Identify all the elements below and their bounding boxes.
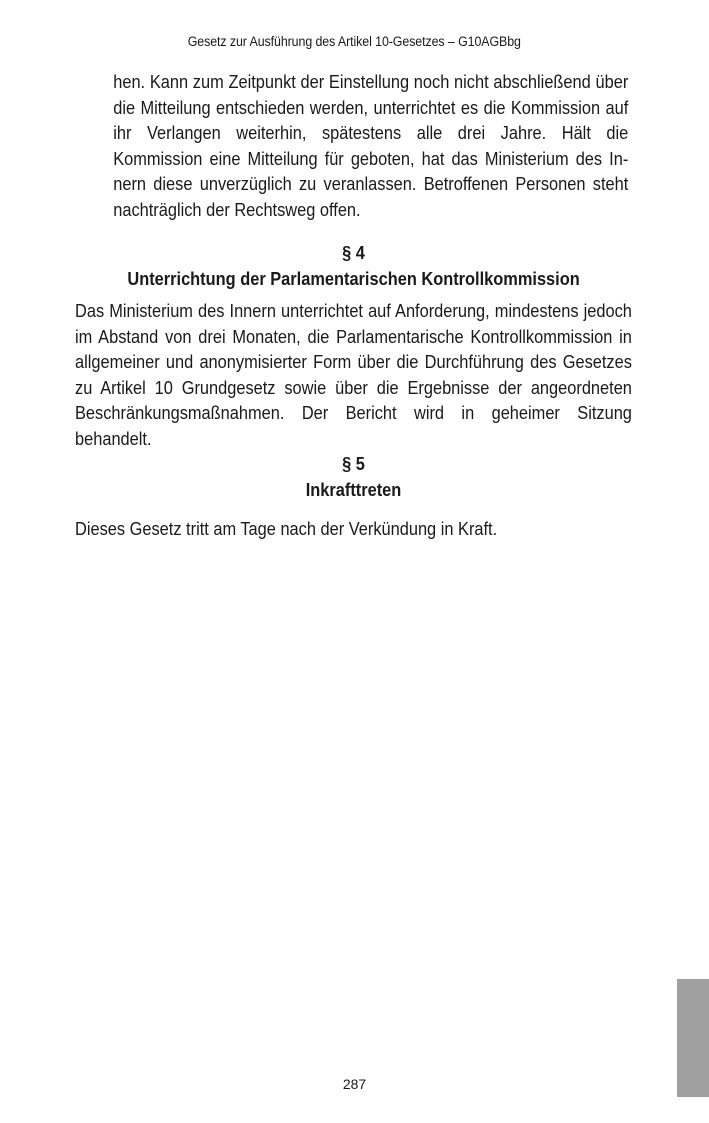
page-number: 287: [342, 1076, 367, 1092]
section-number-text: § 5: [342, 454, 365, 474]
section-paragraph: Dieses Gesetz tritt am Tage nach der Verkündung in Kraft.: [75, 519, 498, 539]
running-header: Gesetz zur Ausführung des Artikel 10-Gesetzes – G10AGBbg: [187, 34, 521, 49]
section-4: [75, 241, 632, 452]
thumb-index-tab: [677, 979, 709, 1097]
section-number: [75, 241, 632, 267]
section-title: [75, 478, 632, 504]
page-body: [75, 70, 632, 543]
continuation-paragraph: hen. Kann zum Zeitpunkt der Einstellung noch nicht abschließend über die Mitteilung entschieden werden, unterrichtet es die Kommission auf ihr Verlangen weiterhin, spätestens alle drei Jahre. Hält die Kommission eine Mitteilung für geboten, hat das Ministerium des Innern diese unverzüglich zu veranlassen. Betroffenen Personen steht nachträglich der Rechtsweg offen.: [113, 72, 629, 220]
section-title-text: Unterrichtung der Parlamentarischen Kontrollkommission: [127, 268, 580, 289]
section-title-text: Inkrafttreten: [305, 479, 402, 500]
section-number-text: § 4: [342, 243, 365, 263]
section-paragraph: Das Ministerium des Innern unterrichtet auf Anforderung, mindestens jedoch im Abstand von drei Monaten, die Parlamentarische Kontrollkommission in allgemeiner und anonymisierter Form über die Durchführung des Gesetzes zu Artikel 10 Grundgesetz sowie über die Ergebnisse der angeordneten Beschränkungsmaßnahmen. Der Bericht wird in geheimer Sitzung behandelt.: [75, 301, 632, 449]
section-title: [75, 267, 632, 293]
section-5: [75, 452, 632, 543]
section-number: [75, 452, 632, 478]
